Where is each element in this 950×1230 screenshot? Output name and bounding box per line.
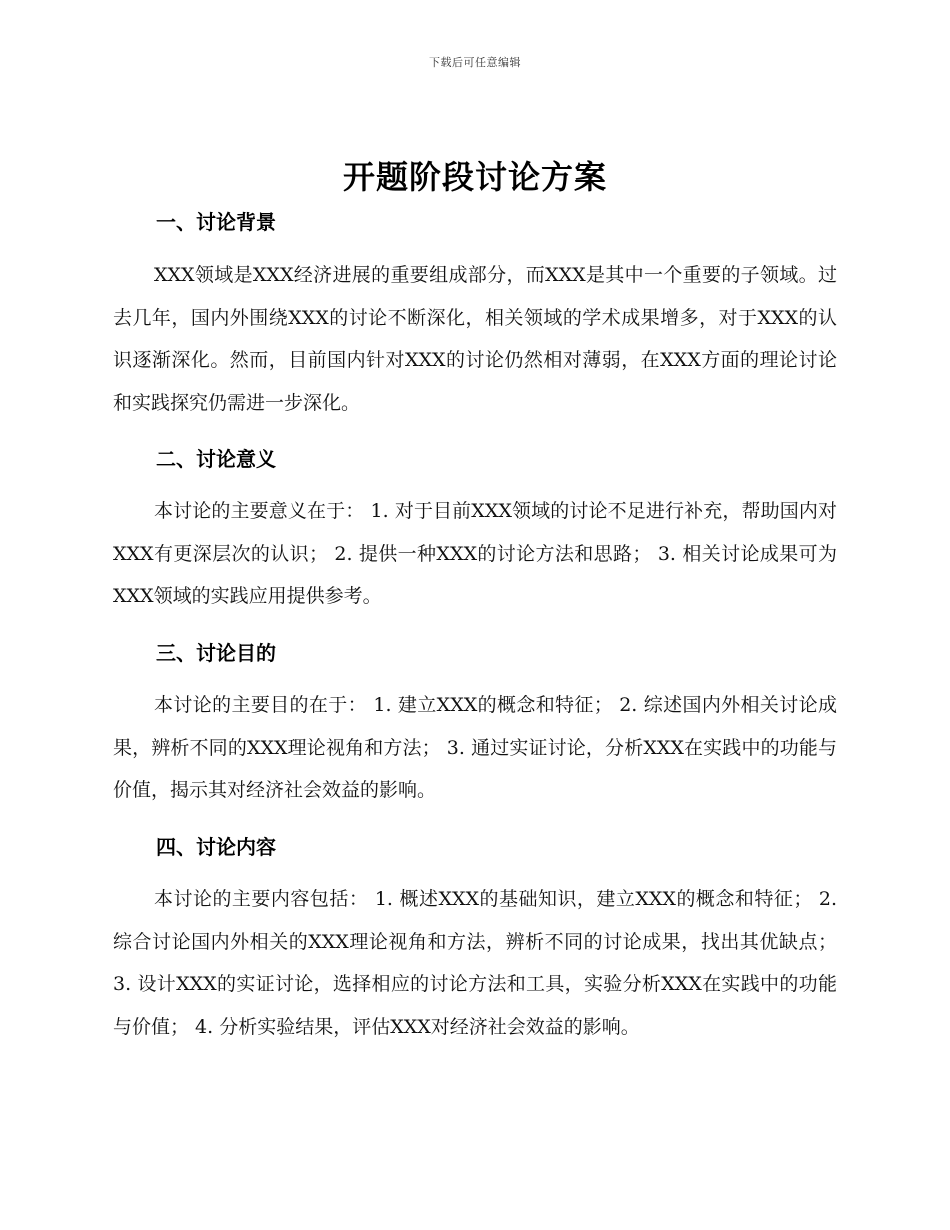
section-heading-background: 一、讨论背景 [156, 210, 276, 234]
section-paragraph-purpose: 本讨论的主要目的在于： 1. 建立XXX的概念和特征； 2. 综述国内外相关讨论成果，辨析不同的XXX理论视角和方法； 3. 通过实证讨论，分析XXX在实践中的功能与价值，揭示其对经济社会效益的影响。 [113, 694, 837, 801]
section-paragraph-content: 本讨论的主要内容包括： 1. 概述XXX的基础知识，建立XXX的概念和特征； 2. 综合讨论国内外相关的XXX理论视角和方法，辨析不同的讨论成果，找出其优缺点； 3. 设计XXX的实证讨论，选择相应的讨论方法和工具，实验分析XXX在实践中的功能与价值； 4. 分析实验结果，评估XXX对经济社会效益的影响。 [113, 888, 837, 1038]
section-paragraph-significance: 本讨论的主要意义在于： 1. 对于目前XXX领域的讨论不足进行补充，帮助国内对XXX有更深层次的认识； 2. 提供一种XXX的讨论方法和思路； 3. 相关讨论成果可为XXX领域的实践应用提供参考。 [113, 500, 837, 607]
section-heading-purpose: 三、讨论目的 [156, 641, 276, 665]
section-heading-significance: 二、讨论意义 [156, 447, 276, 471]
section-paragraph-background: XXX领域是XXX经济进展的重要组成部分，而XXX是其中一个重要的子领域。过去几年，国内外围绕XXX的讨论不断深化，相关领域的学术成果增多，对于XXX的认识逐渐深化。然而，目前国内针对XXX的讨论仍然相对薄弱，在XXX方面的理论讨论和实践探究仍需进一步深化。 [113, 264, 837, 414]
document-title: 开题阶段讨论方案 [342, 158, 607, 196]
page-header-note: 下载后可任意编辑 [429, 56, 521, 69]
section-heading-content: 四、讨论内容 [156, 835, 276, 859]
